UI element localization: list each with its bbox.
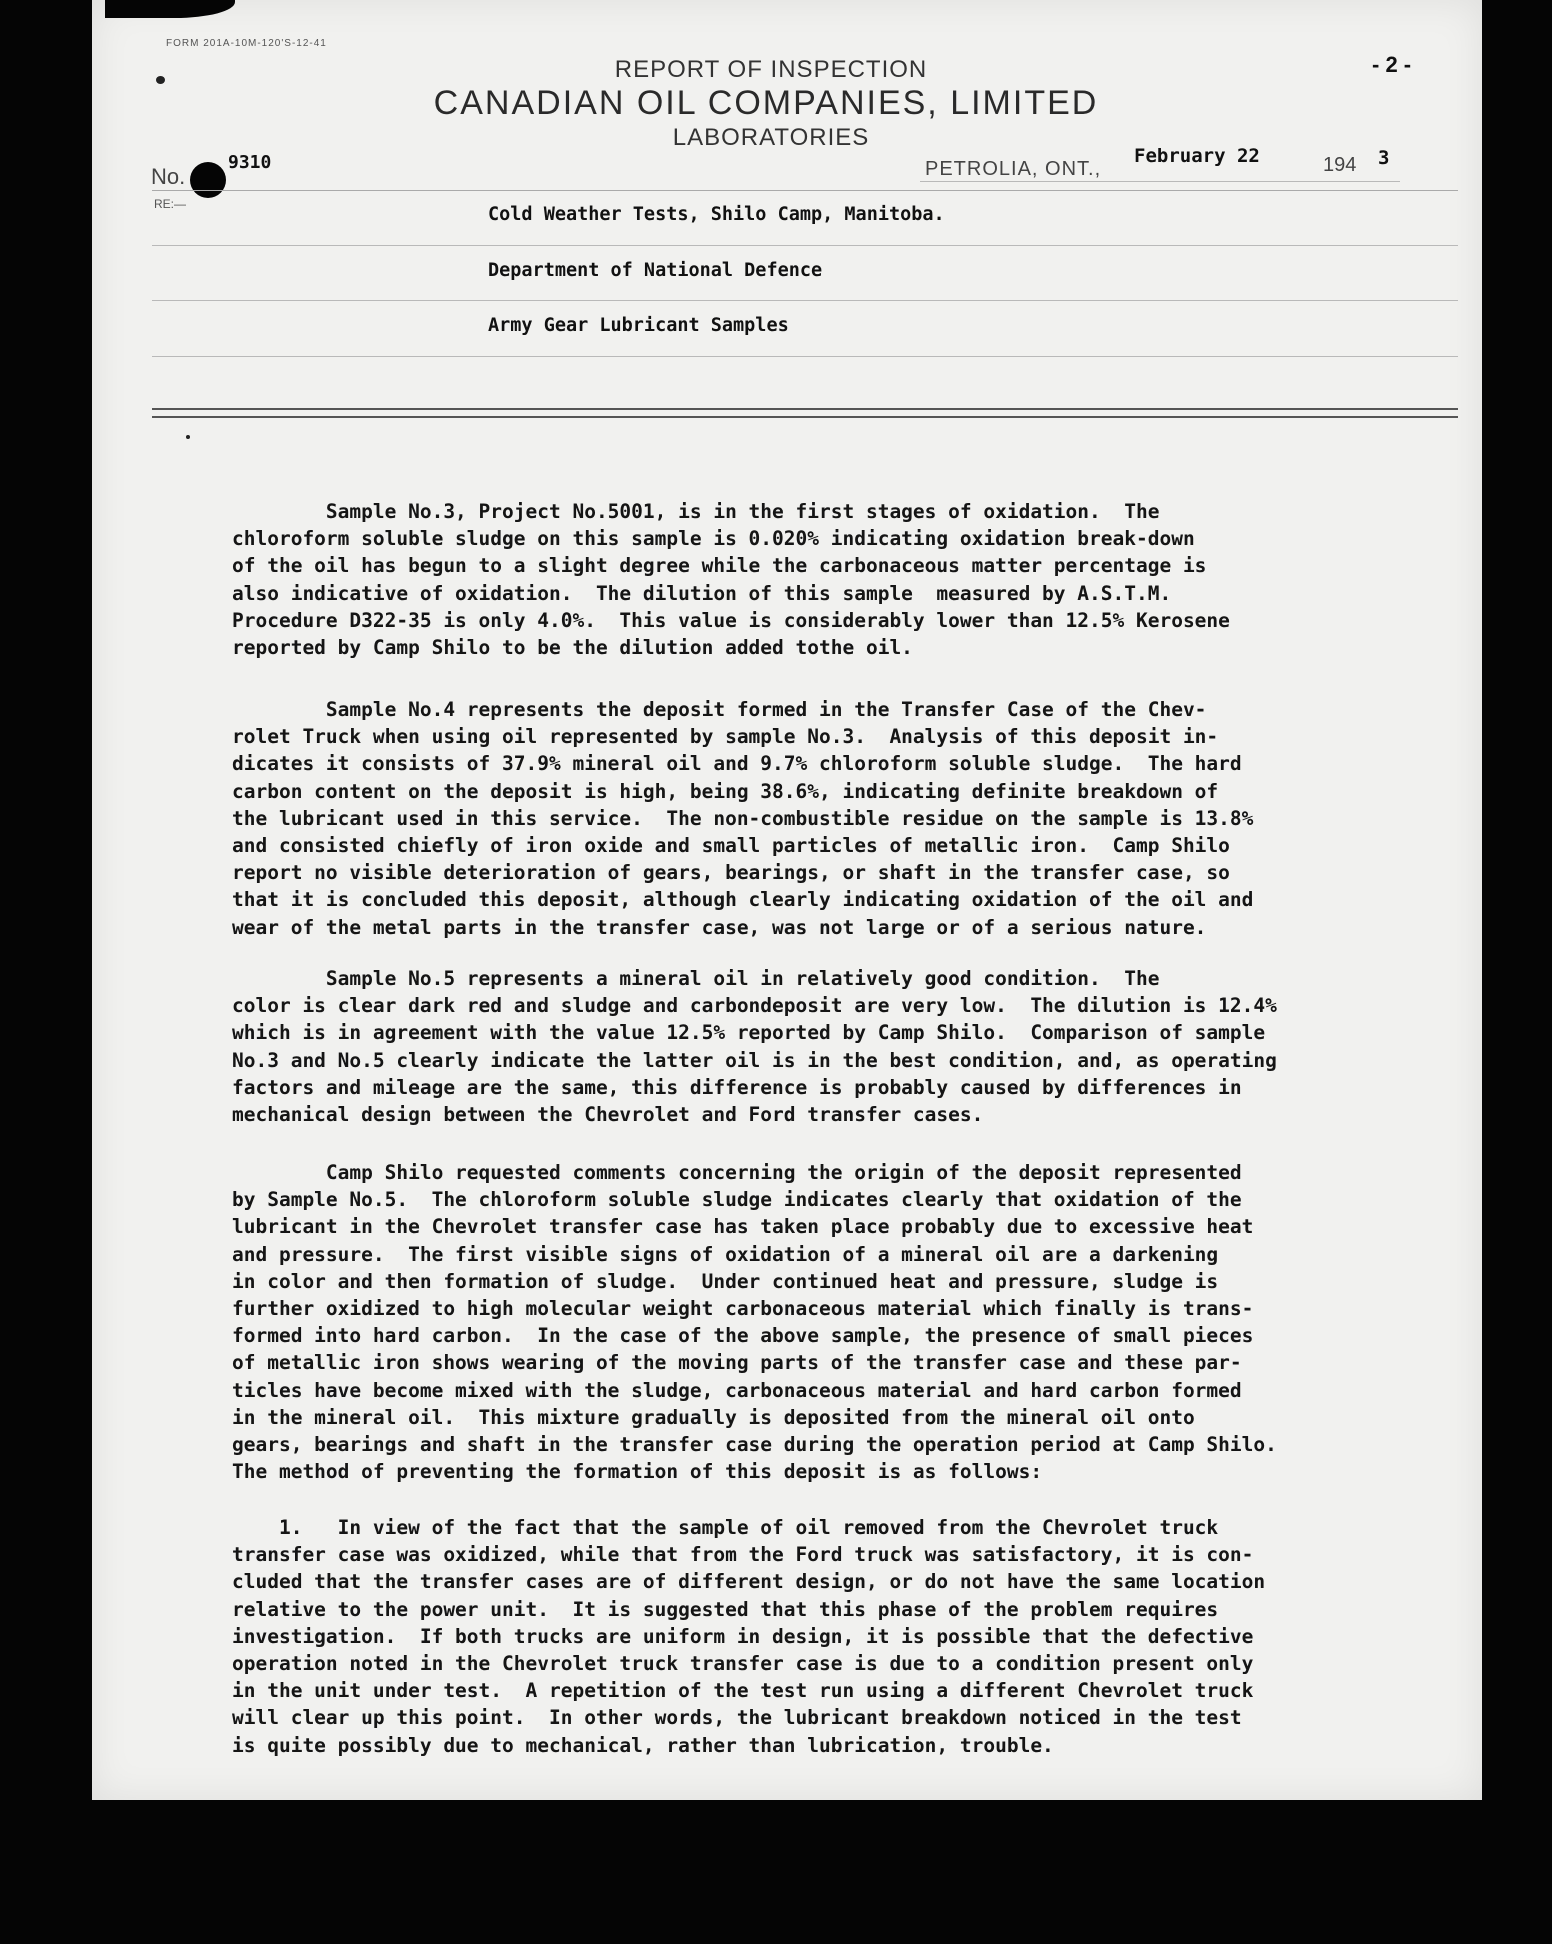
form-rule-1 (152, 245, 1458, 246)
form-rule-2 (152, 300, 1458, 301)
form-rule-3 (152, 356, 1458, 357)
number-label: No. (151, 164, 186, 189)
punch-hole (190, 162, 226, 198)
date-rule (920, 181, 1400, 182)
year-prefix: 194 (1323, 154, 1357, 176)
department-name: LABORATORIES (672, 124, 870, 151)
ink-speck (156, 76, 165, 84)
subject-line-2: Department of National Defence (488, 260, 823, 281)
place-label: PETROLIA, ONT., (925, 158, 1102, 180)
divider-top (152, 408, 1458, 410)
paragraph-deposit-origin: Camp Shilo requested comments concerning the origin of the deposit represented by Sample No.5. The chloroform soluble sludge indicates clearly that oxidation of the lubricant in the Chevrolet transfer case has taken place probably due to excessive heat and pressure. The first visible signs of oxidation of a mineral oil are a darkening in color and then formation of sludge. Under continued heat and pressure, sludge is further oxidized to high molecular weight carbonaceous material which finally is trans- formed into hard carbon. In the case of the above sample, the presence of small pieces of metallic iron shows wearing of the moving parts of the transfer case and these par- ticles have become mixed with the sludge, carbonaceous material and hard carbon formed in the mineral oil. This mixture gradually is deposited from the mineral oil onto gears, bearings and shaft in the transfer case during the operation period at Camp Shilo. The method of preventing the formation of this deposit is as follows: (232, 1161, 1277, 1484)
page-number: - 2 - (1372, 52, 1412, 77)
company-name: CANADIAN OIL COMPANIES, LIMITED (433, 84, 1099, 122)
paragraph-sample-4: Sample No.4 represents the deposit formed in the Transfer Case of the Chev- rolet Truck when using oil represented by sample No.3. Analysis of this deposit in- dicates it consists of 37.9% mineral oil and 9.7% chloroform soluble sludge. The hard carbon content on the deposit is high, being 38.6%, indicating definite breakdown of the lubricant used in this service. The non-combustible residue on the sample is 13.8% and consisted chiefly of iron oxide and small particles of metallic iron. Camp Shilo report no visible deterioration of gears, bearings, or shaft in the transfer case, so that it is concluded this deposit, although clearly indicating oxidation of the oil and wear of the metal parts in the transfer case, was not large or of a serious nature. (232, 698, 1254, 939)
paragraph-sample-5: Sample No.5 represents a mineral oil in relatively good condition. The color is clear dark red and sludge and carbondeposit are very low. The dilution is 12.4% which is in agreement with the value 12.5% reported by Camp Shilo. Comparison of sample No.3 and No.5 clearly indicate the latter oil is in the best condition, and, as operating factors and mileage are the same, this difference is probably caused by differences in mechanical design between the Chevrolet and Ford transfer cases. (232, 967, 1277, 1127)
ink-speck (186, 435, 190, 439)
paragraph-recommendation-1: 1. In view of the fact that the sample of oil removed from the Chevrolet truck transfer case was oxidized, while that from the Ford truck was satisfactory, it is con- cluded that the transfer cases are of different design, or do not have the same location relative to the power unit. It is suggested that this phase of the problem requires investigation. If both trucks are uniform in design, it is possible that the defective operation noted in the Chevrolet truck transfer case is due to a condition present only in the unit under test. A repetition of the test run using a different Chevrolet truck will clear up this point. In other words, the lubricant breakdown noticed in the test is quite possibly due to mechanical, rather than lubrication, trouble. (232, 1516, 1266, 1757)
subject-line-3: Army Gear Lubricant Samples (488, 315, 789, 336)
divider-bottom (152, 416, 1458, 418)
form-id: FORM 201A-10M-120'S-12-41 (166, 38, 327, 49)
report-number: 9310 (228, 152, 272, 173)
subject-line-1: Cold Weather Tests, Shilo Camp, Manitoba. (488, 204, 945, 225)
year-suffix: 3 (1378, 147, 1390, 169)
re-label: RE:— (154, 197, 187, 211)
report-date: February 22 (1134, 145, 1260, 167)
report-title: REPORT OF INSPECTION (614, 56, 928, 83)
header-rule (152, 190, 1458, 191)
paragraph-sample-3: Sample No.3, Project No.5001, is in the first stages of oxidation. The chloroform soluble sludge on this sample is 0.020% indicating oxidation break-down of the oil has begun to a slight degree while the carbonaceous matter percentage is also indicative of oxidation. The dilution of this sample measured by A.S.T.M. Procedure D322-35 is only 4.0%. This value is considerably lower than 12.5% Kerosene reported by Camp Shilo to be the dilution added tothe oil. (232, 500, 1230, 660)
